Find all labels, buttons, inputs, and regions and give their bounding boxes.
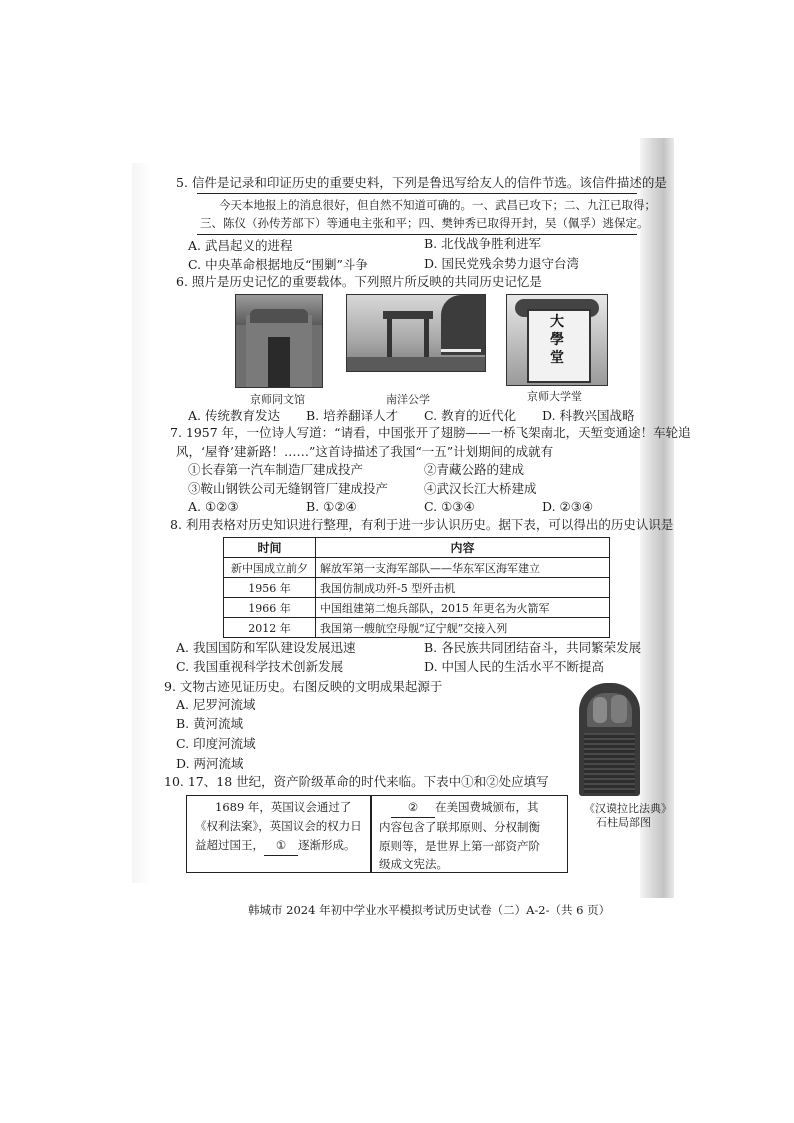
table-cell-time: 1956 年 [224, 578, 316, 598]
q8-option-c: C. 我国重视科学技术创新发展 [176, 659, 344, 674]
q10-left-line3 [195, 836, 367, 856]
q5-quote-line2: 三、陈仪（孙传芳部下）等通电主张和平；四、樊钟秀已取得开封，吴（佩孚）逃保定。 [200, 216, 649, 230]
q6-option-a: A. 传统教育发达 [188, 408, 280, 423]
q10-left-line1: 1689 年，英国议会通过了 [215, 800, 352, 814]
table-cell-content: 解放军第一支海军部队——华东军区海军建立 [316, 558, 610, 578]
q7-option-d: D. ②③④ [542, 499, 594, 514]
q8-option-b: B. 各民族共同团结奋斗，共同繁荣发展 [424, 640, 642, 655]
q10-divider [370, 796, 372, 872]
q7-item2: ②青藏公路的建成 [424, 462, 525, 477]
q10-left-cell [195, 798, 367, 856]
q7-option-c: C. ①③④ [424, 499, 475, 514]
q10-blank-1: ① [264, 836, 298, 856]
q10-left-line2: 《权利法案》，英国议会的权力日 [195, 819, 362, 833]
q10-blank-2: ② [391, 798, 435, 818]
q5-option-c: C. 中央革命根据地反“围剿”斗争 [188, 257, 368, 272]
q8-table [223, 537, 610, 638]
hammurabi-stele-image [579, 683, 640, 796]
photo-tongwenguan [235, 294, 323, 388]
q5-quote-line1: 今天本地报上的消息很好，但自然不知道可确的。一、武昌已攻下；二、九江已取得； [219, 198, 656, 212]
caption-daxuetang: 京师大学堂 [527, 390, 582, 403]
q6-stem: 6. 照片是历史记忆的重要载体。下列照片所反映的共同历史记忆是 [176, 274, 542, 289]
q10-left-line3-end: 逐渐形成。 [298, 838, 356, 852]
q10-right-line1: 在美国费城颁布，其 [435, 800, 539, 814]
table-cell-time: 新中国成立前夕 [224, 558, 316, 578]
q7-option-a: A. ①②③ [188, 499, 239, 514]
table-cell-content: 我国第一艘航空母舰“辽宁舰”交接入列 [316, 618, 610, 638]
q7-item1: ①长春第一汽车制造厂建成投产 [188, 462, 364, 477]
table-cell-time: 2012 年 [224, 618, 316, 638]
q7-item3: ③鞍山钢铁公司无缝钢管厂建成投产 [188, 481, 389, 496]
q9-option-a: A. 尼罗河流域 [176, 697, 256, 712]
q10-table [186, 795, 568, 873]
photo-nanyang-gongxue [346, 294, 486, 372]
stele-caption-title: 《汉谟拉比法典》 [584, 802, 672, 815]
caption-tongwenguan: 京师同文馆 [250, 393, 305, 406]
q7-item4: ④武汉长江大桥建成 [424, 481, 537, 496]
q7-line1: 7. 1957 年，一位诗人写道：“请看，中国张开了翅膀——一桥飞架南北，天堑变通途！车轮追 [170, 425, 691, 440]
q5-option-d: D. 国民党残余势力退守台湾 [424, 256, 580, 271]
table-row [224, 618, 610, 638]
q9-option-b: B. 黄河流域 [176, 716, 244, 731]
q7-line2: 风，‘屋脊’建新路！……”这首诗描述了我国“一五”计划期间的成就有 [176, 444, 554, 459]
q8-option-d: D. 中国人民的生活水平不断提高 [424, 659, 605, 674]
q10-right-line3: 原则等，是世界上第一部资产阶 [379, 839, 540, 853]
daxuetang-plaque-text: 大學堂 [550, 314, 564, 366]
q7-option-b: B. ①②④ [306, 499, 357, 514]
page-footer: 韩城市 2024 年初中学业水平模拟考试历史试卷（二）A-2-（共 6 页） [248, 903, 611, 917]
q9-option-c: C. 印度河流域 [176, 736, 256, 751]
caption-nanyang: 南洋公学 [386, 393, 430, 406]
q10-right-line4: 级成文宪法。 [379, 857, 448, 871]
q6-option-c: C. 教育的近代化 [424, 408, 517, 423]
table-row [224, 598, 610, 618]
q10-left-line3-text: 益超过国王， [195, 838, 264, 852]
q5-option-a: A. 武昌起义的进程 [188, 238, 293, 253]
q5-stem: 5. 信件是记录和印证历史的重要史料，下列是鲁迅写给友人的信件节选。该信件描述的是 [176, 175, 667, 190]
q10-stem: 10. 17、18 世纪，资产阶级革命的时代来临。下表中①和②处应填写 [164, 774, 549, 789]
q6-option-d: D. 科教兴国战略 [542, 408, 635, 423]
q5-option-b: B. 北伐战争胜利进军 [424, 236, 542, 251]
table-header-time: 时间 [224, 538, 316, 558]
q10-right-line2: 内容包含了联邦原则、分权制衡 [379, 820, 540, 834]
q5-quote-box [197, 193, 656, 235]
table-header-row [224, 538, 610, 558]
table-cell-content: 中国组建第二炮兵部队，2015 年更名为火箭军 [316, 598, 610, 618]
q10-right-cell [379, 798, 563, 856]
table-header-content: 内容 [316, 538, 610, 558]
q6-option-b: B. 培养翻译人才 [306, 408, 399, 423]
q8-option-a: A. 我国国防和军队建设发展迅速 [176, 640, 356, 655]
table-row [224, 558, 610, 578]
table-cell-content: 我国仿制成功歼-5 型歼击机 [316, 578, 610, 598]
q9-option-d: D. 两河流域 [176, 756, 244, 771]
table-row [224, 578, 610, 598]
q9-stem: 9. 文物古迹见证历史。右图反映的文明成果起源于 [164, 679, 443, 694]
table-cell-time: 1966 年 [224, 598, 316, 618]
q8-stem: 8. 利用表格对历史知识进行整理，有利于进一步认识历史。据下表，可以得出的历史认识是 [170, 517, 674, 532]
photo-jingshi-daxuetang [506, 294, 608, 386]
stele-caption-sub: 石柱局部图 [596, 816, 651, 829]
